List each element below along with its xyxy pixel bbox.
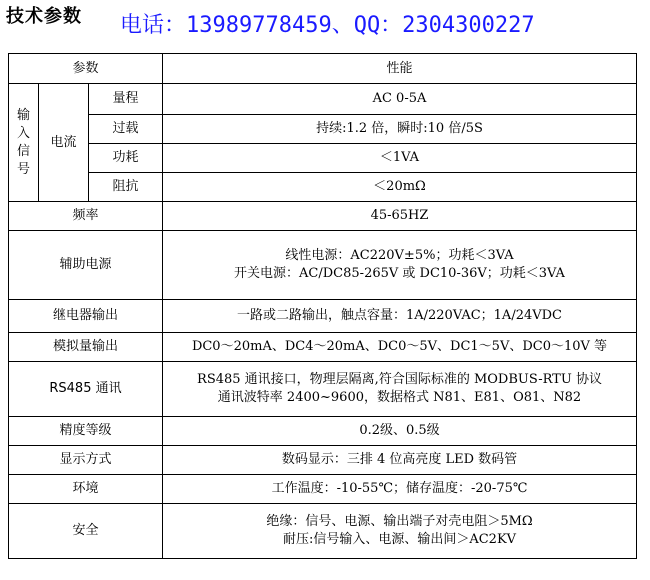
- table-row: [9, 417, 637, 446]
- aux-power-switching: 开关电源：AC/DC85-265V 或 DC10-36V；功耗＜3VA: [234, 266, 565, 281]
- value-overload: 持续:1.2 倍，瞬时:10 倍/5S: [163, 115, 637, 144]
- header-param: 参数: [9, 54, 163, 84]
- param-overload: 过载: [89, 115, 163, 144]
- value-relay-output: 一路或二路输出，触点容量：1A/220VAC；1A/24VDC: [163, 300, 637, 333]
- value-display: 数码显示：三排 4 位高亮度 LED 数码管: [163, 446, 637, 475]
- table-row: [9, 504, 637, 559]
- value-accuracy: 0.2级、0.5级: [163, 417, 637, 446]
- input-signal-group-label: 输 入 信 号: [9, 84, 39, 202]
- param-analog-output: 模拟量输出: [9, 333, 163, 362]
- value-environment: 工作温度：-10-55℃；储存温度：-20-75℃: [163, 475, 637, 504]
- spec-table: [8, 53, 637, 559]
- param-rs485: RS485 通讯: [9, 362, 163, 417]
- page-title: 技术参数: [6, 6, 82, 27]
- value-rs485: [163, 362, 637, 417]
- table-row: [9, 446, 637, 475]
- header-performance: 性能: [163, 54, 637, 84]
- param-aux-power: 辅助电源: [9, 231, 163, 300]
- param-relay-output: 继电器输出: [9, 300, 163, 333]
- param-impedance: 阻抗: [89, 173, 163, 202]
- param-accuracy: 精度等级: [9, 417, 163, 446]
- value-impedance: ＜20mΩ: [163, 173, 637, 202]
- table-row: [9, 173, 637, 202]
- aux-power-linear: 线性电源：AC220V±5%；功耗＜3VA: [285, 248, 514, 263]
- table-row: [9, 300, 637, 333]
- param-frequency: 频率: [9, 202, 163, 231]
- table-row: [9, 202, 637, 231]
- table-row: [9, 144, 637, 173]
- value-safety: [163, 504, 637, 559]
- value-frequency: 45-65HZ: [163, 202, 637, 231]
- table-header-row: [9, 54, 637, 84]
- safety-withstand-voltage: 耐压:信号输入、电源、输出间＞AC2KV: [282, 532, 517, 547]
- current-group-label: 电流: [39, 84, 89, 202]
- table-row: [9, 475, 637, 504]
- table-row: [9, 231, 637, 300]
- value-aux-power: [163, 231, 637, 300]
- table-row: [9, 362, 637, 417]
- table-row: [9, 115, 637, 144]
- table-row: [9, 84, 637, 115]
- value-range: AC 0-5A: [163, 84, 637, 115]
- contact-info: 电话：13989778459、QQ：2304300227: [120, 13, 535, 38]
- param-power-consumption: 功耗: [89, 144, 163, 173]
- param-range: 量程: [89, 84, 163, 115]
- safety-insulation: 绝缘：信号、电源、输出端子对壳电阻＞5MΩ: [266, 514, 533, 529]
- rs485-interface: RS485 通讯接口，物理层隔离,符合国际标准的 MODBUS-RTU 协议: [197, 372, 602, 387]
- rs485-baud-format: 通讯波特率 2400~9600，数据格式 N81、E81、O81、N82: [217, 390, 582, 405]
- param-display: 显示方式: [9, 446, 163, 475]
- value-power-consumption: ＜1VA: [163, 144, 637, 173]
- param-safety: 安全: [9, 504, 163, 559]
- table-row: [9, 333, 637, 362]
- param-environment: 环境: [9, 475, 163, 504]
- value-analog-output: DC0～20mA、DC4～20mA、DC0～5V、DC1～5V、DC0～10V 等: [163, 333, 637, 362]
